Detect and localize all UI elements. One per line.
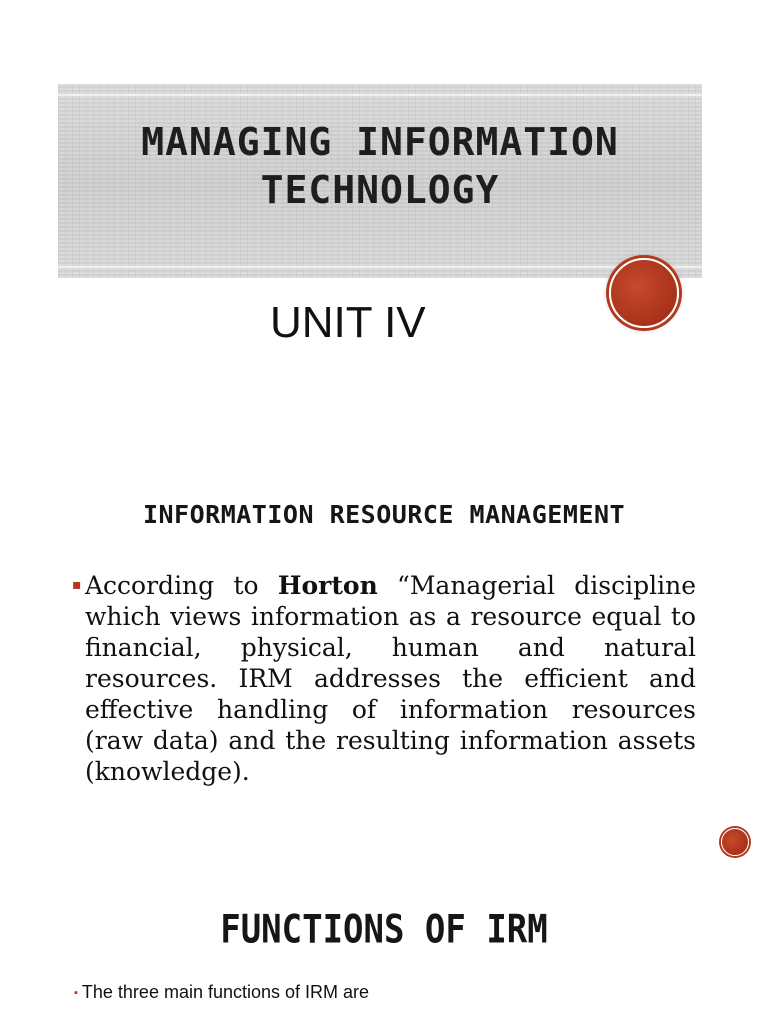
bullet-prefix: According to <box>85 571 278 600</box>
banner-bottom-rule <box>58 266 702 268</box>
slide-1-banner <box>58 84 702 278</box>
banner-top-rule <box>58 94 702 96</box>
slide-subtitle: UNIT IV <box>270 298 426 347</box>
bullet-functions-text: The three main functions of IRM are <box>81 982 370 1002</box>
bullet-text <box>74 570 696 787</box>
bullet-functions <box>74 978 369 1009</box>
accent-circle <box>609 258 679 328</box>
bullet-definition <box>74 570 696 787</box>
accent-circle-small <box>721 828 749 856</box>
section-heading-irm: INFORMATION RESOURCE MANAGEMENT <box>142 500 626 529</box>
bullet-author: Horton <box>277 571 378 600</box>
bullet-rest: “Managerial discipline which views information as a resource equal to financial, physical, human and natural resources. IRM addresses the efficient and effective handling of information resources (raw data) and the resulting information assets (knowledge). <box>85 571 697 786</box>
section-heading-functions: FUNCTIONS OF IRM <box>220 907 548 953</box>
bullet-icon: ▪ <box>72 577 82 593</box>
slide-title: MANAGING INFORMATION TECHNOLOGY <box>141 120 619 212</box>
bullet-icon: ▪ <box>74 987 78 999</box>
